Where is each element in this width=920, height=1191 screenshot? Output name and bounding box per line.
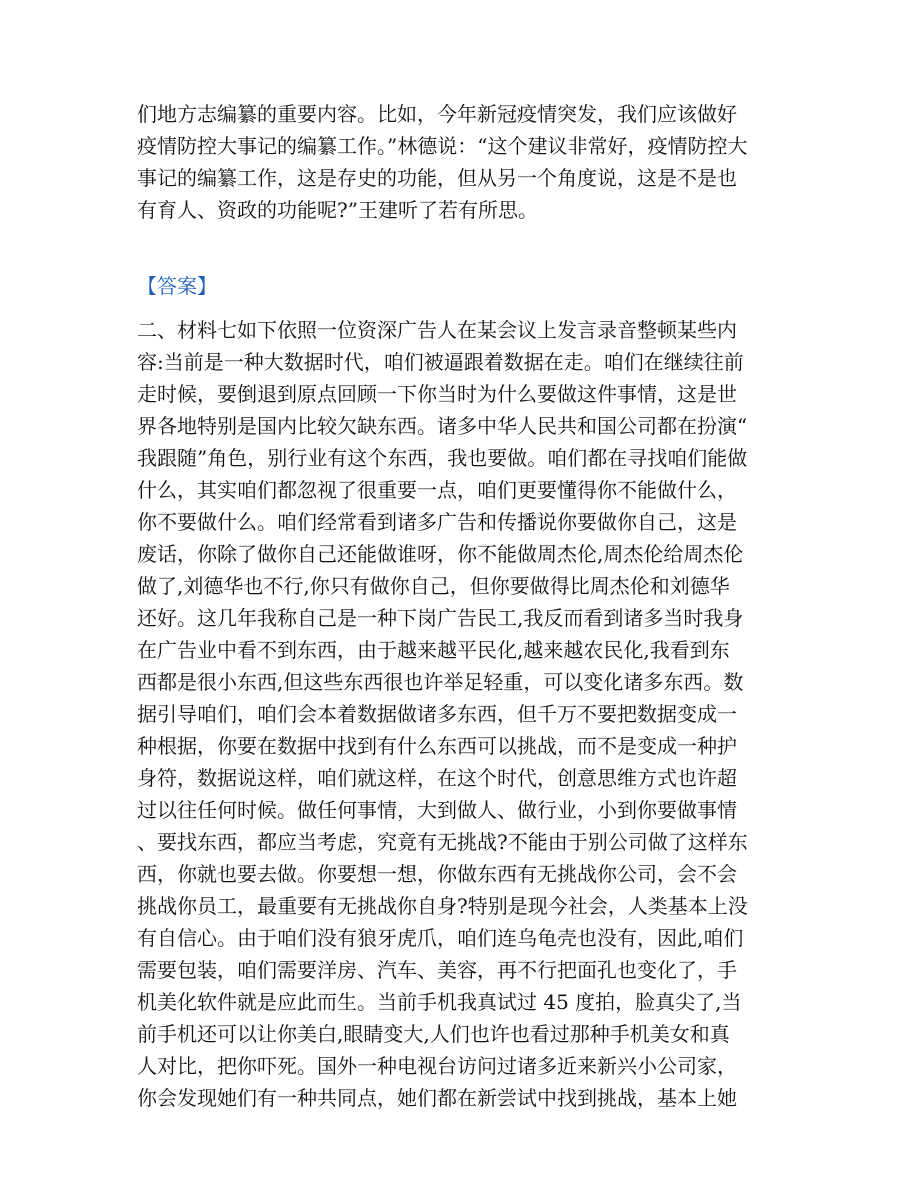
main-paragraph — [137, 314, 777, 1114]
main-line-2: 容:当前是一种大数据时代，咱们被逼跟着数据在走。咱们在继续往前 — [137, 350, 744, 374]
main-line-24: 人对比，把你吓死。国外一种电视台访问过诸多近来新兴小公司家， — [137, 1054, 737, 1078]
main-line-9: 做了,刘德华也不行,你只有做你自己，但你要做得比周杰伦和刘德华 — [137, 574, 730, 598]
main-line-1: 二、材料七如下依照一位资深广告人在某会议上发言录音整顿某些内 — [137, 318, 737, 342]
intro-line-2: 疫情防控大事记的编纂工作。”林德说：“这个建议非常好，疫情防控大 — [137, 134, 748, 158]
main-line-13: 据引导咱们，咱们会本着数据做诸多东西，但千万不要把数据变成一 — [137, 702, 737, 726]
main-line-14: 种根据，你要在数据中找到有什么东西可以挑战，而不是变成一种护 — [137, 734, 737, 758]
main-line-11: 在广告业中看不到东西，由于越来越平民化,越来越农民化,我看到东 — [137, 638, 730, 662]
main-line-21: 需要包装，咱们需要洋房、汽车、美容，再不行把面孔也变化了，手 — [137, 958, 737, 982]
main-line-12: 西都是很小东西,但这些东西很也许举足轻重，可以变化诸多东西。数 — [137, 670, 744, 694]
main-line-7: 你不要做什么。咱们经常看到诸多广告和传播说你要做你自己，这是 — [137, 510, 737, 534]
main-line-22: 机美化软件就是应此而生。当前手机我真试过 45 度拍，脸真尖了,当 — [137, 990, 742, 1014]
main-line-16: 过以往任何时候。做任何事情，大到做人、做行业，小到你要做事情 — [137, 798, 737, 822]
main-line-19: 挑战你员工，最重要有无挑战你自身?特别是现今社会，人类基本上没 — [137, 894, 748, 918]
main-line-23: 前手机还可以让你美白,眼睛变大,人们也许也看过那种手机美女和真 — [137, 1022, 730, 1046]
main-line-8: 废话，你除了做你自己还能做谁呀，你不能做周杰伦,周杰伦给周杰伦 — [137, 542, 744, 566]
main-line-5: 我跟随”角色，别行业有这个东西，我也要做。咱们都在寻找咱们能做 — [137, 446, 748, 470]
main-line-6: 什么，其实咱们都忽视了很重要一点，咱们更要懂得你不能做什么， — [137, 478, 737, 502]
main-line-4: 界各地特别是国内比较欠缺东西。诸多中华人民共和国公司都在扮演“ — [137, 414, 748, 438]
main-line-18: 西，你就也要去做。你要想一想，你做东西有无挑战你公司，会不会 — [137, 862, 737, 886]
main-line-17: 、要找东西，都应当考虑，究竟有无挑战?不能由于别公司做了这样东 — [137, 830, 748, 854]
intro-line-4: 有育人、资政的功能呢?”王建听了若有所思。 — [137, 198, 538, 222]
intro-line-1: 们地方志编纂的重要内容。比如，今年新冠疫情突发，我们应该做好 — [137, 102, 737, 126]
main-line-25: 你会发现她们有一种共同点，她们都在新尝试中找到挑战，基本上她 — [137, 1086, 737, 1110]
main-line-10: 还好。这几年我称自己是一种下岗广告民工,我反而看到诸多当时我身 — [137, 606, 744, 630]
answer-heading: 【答案】 — [137, 274, 217, 298]
main-line-20: 有自信心。由于咱们没有狼牙虎爪，咱们连乌龟壳也没有，因此,咱们 — [137, 926, 744, 950]
intro-line-3: 事记的编纂工作，这是存史的功能，但从另一个角度说，这是不是也 — [137, 166, 737, 190]
main-line-3: 走时候，要倒退到原点回顾一下你当时为什么要做这件事情，这是世 — [137, 382, 737, 406]
intro-paragraph — [137, 98, 777, 226]
main-line-15: 身符，数据说这样，咱们就这样，在这个时代，创意思维方式也许超 — [137, 766, 737, 790]
